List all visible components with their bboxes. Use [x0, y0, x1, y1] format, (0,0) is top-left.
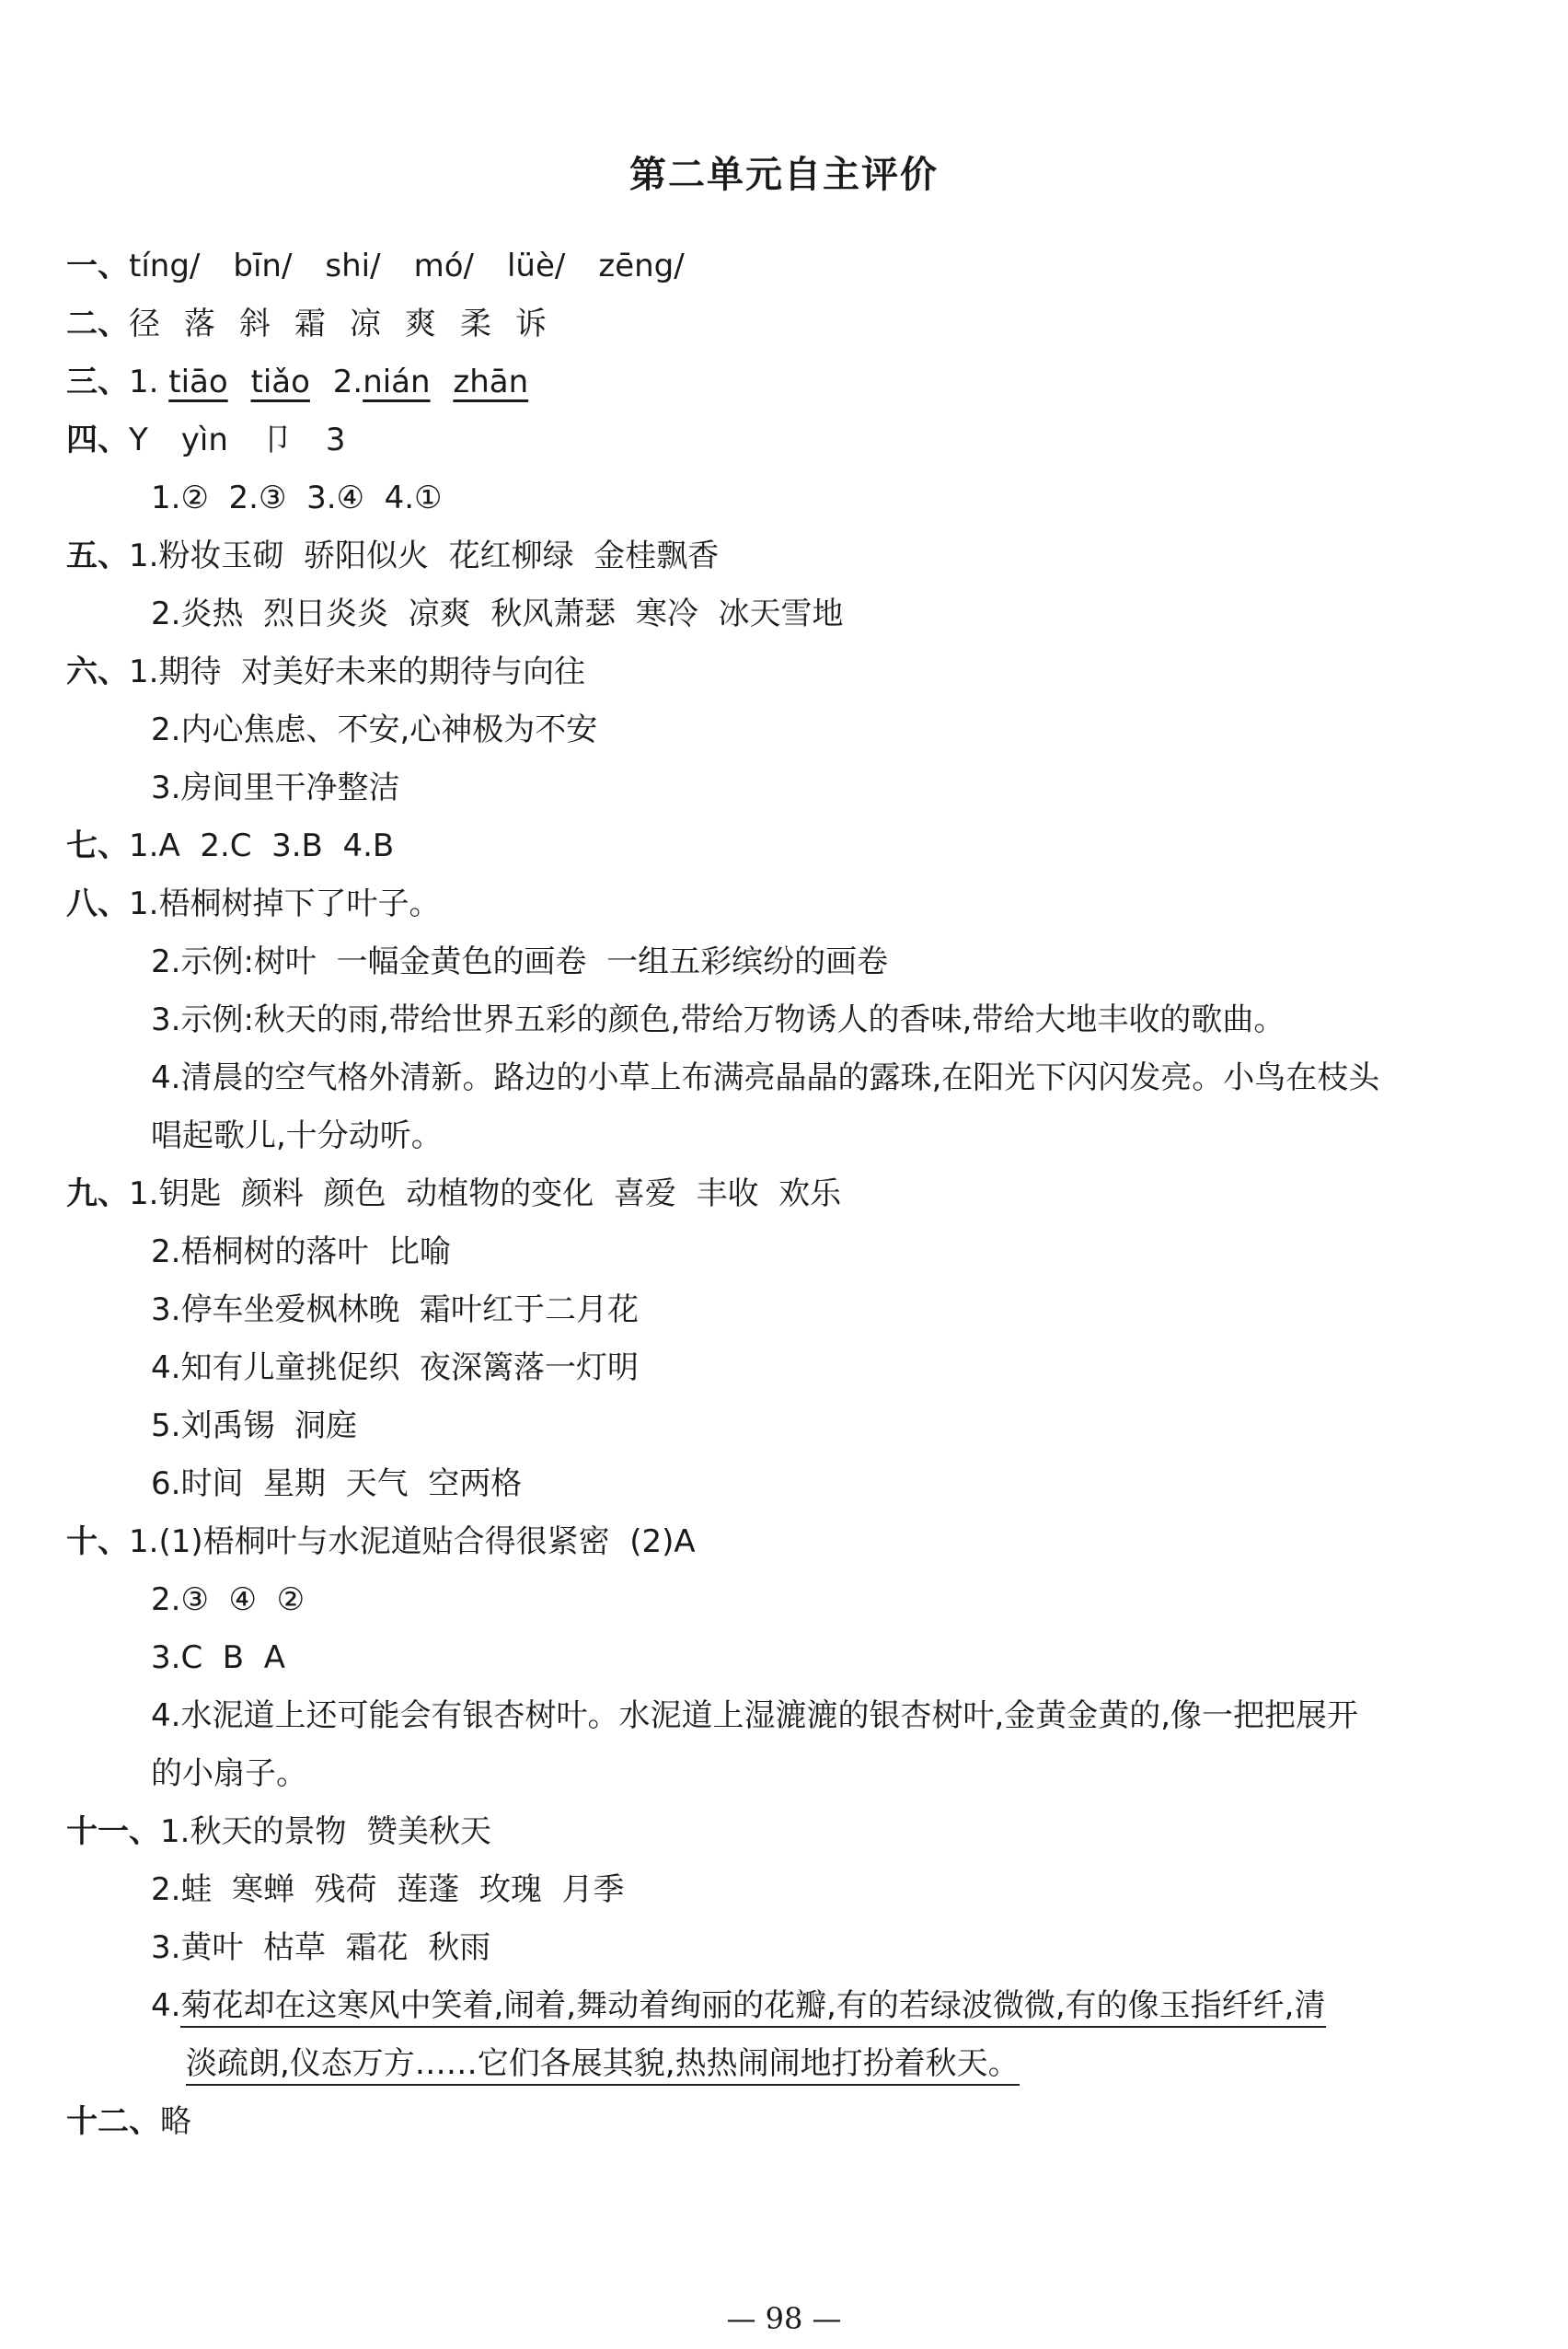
pinyin-answer: zēng/ [598, 248, 685, 284]
section-number: 五、 [66, 538, 129, 574]
section-number: 十、 [66, 1523, 129, 1560]
answer-list [66, 237, 1511, 2151]
pinyin-answer: zhān [453, 364, 529, 400]
pinyin-answer: nián [363, 364, 431, 400]
page-title: 第二单元自主评价 [629, 154, 939, 196]
answer-text: 1.钥匙 颜料 颜色 动植物的变化 喜爱 丰收 欢乐 [129, 1175, 842, 1212]
section-number: 九、 [66, 1175, 129, 1212]
answer-text: 1.梧桐树掉下了叶子。 [129, 885, 441, 922]
section-number: 十二、 [66, 2103, 160, 2140]
answer-line: 3.房间里干净整洁 [151, 770, 400, 806]
answer-line: 1.② 2.③ 3.④ 4.① [151, 480, 443, 516]
answer-line: 4.水泥道上还可能会有银杏树叶。水泥道上湿漉漉的银杏树叶,金黄金黄的,像一把把展开 [151, 1697, 1359, 1734]
character-answer: 柔 [460, 306, 491, 342]
page-number: — 98 — [726, 2301, 842, 2336]
section-9 [66, 1165, 1511, 1223]
answer-text: 1.秋天的景物 赞美秋天 [160, 1813, 492, 1850]
answer-line: 4.知有儿童挑促织 夜深篱落一灯明 [151, 1349, 640, 1386]
answer-line: 3.示例:秋天的雨,带给世界五彩的颜色,带给万物诱人的香味,带给大地丰收的歌曲。 [151, 1001, 1286, 1038]
character-answer: 径 [129, 306, 160, 342]
answer-text: 略 [160, 2103, 191, 2140]
answer-item: Y [129, 422, 148, 458]
section-2 [66, 295, 1511, 353]
answer-line: 2.梧桐树的落叶 比喻 [151, 1233, 452, 1270]
section-number: 六、 [66, 654, 129, 690]
character-answer: 凉 [350, 306, 381, 342]
answer-line: 2.蛙 寒蝉 残荷 莲蓬 玫瑰 月季 [151, 1871, 625, 1908]
underlined-answer: 菊花却在这寒风中笑着,闹着,舞动着绚丽的花瓣,有的若绿波微微,有的像玉指纤纤,清 [180, 1987, 1325, 2028]
answer-line: 3.停车坐爱枫林晚 霜叶红于二月花 [151, 1291, 640, 1328]
pinyin-answer: lüè/ [506, 248, 566, 284]
answer-line: 2.内心焦虑、不安,心神极为不安 [151, 712, 598, 748]
answer-line: 2.炎热 烈日炎炎 凉爽 秋风萧瑟 寒冷 冰天雪地 [151, 596, 844, 632]
pinyin-answer: tiǎo [250, 364, 310, 400]
answer-item: yìn [180, 422, 228, 458]
answer-line: 2.示例:树叶 一幅金黄色的画卷 一组五彩缤纷的画卷 [151, 943, 889, 980]
item-number: 2. [332, 364, 363, 400]
section-number: 四、 [66, 422, 129, 458]
section-number: 一、 [66, 248, 129, 284]
answer-line-continued: 的小扇子。 [151, 1755, 307, 1792]
underlined-answer: 淡疏朗,仪态万方……它们各展其貌,热热闹闹地打扮着秋天。 [186, 2045, 1020, 2086]
item-number: 1. [129, 364, 159, 400]
section-number: 七、 [66, 827, 129, 864]
character-answer: 斜 [239, 306, 271, 342]
section-number: 八、 [66, 885, 129, 922]
section-6 [66, 643, 1511, 701]
section-1 [66, 237, 1511, 295]
answer-line: 6.时间 星期 天气 空两格 [151, 1465, 523, 1502]
section-10 [66, 1513, 1511, 1571]
pinyin-answer: bīn/ [233, 248, 293, 284]
section-5 [66, 527, 1511, 585]
section-8 [66, 875, 1511, 933]
pinyin-answer: shi/ [325, 248, 381, 284]
section-number: 二、 [66, 306, 129, 342]
answer-text: 1.粉妆玉砌 骄阳似火 花红柳绿 金桂飘香 [129, 538, 720, 574]
answer-item: 卩 [260, 422, 293, 458]
answer-item: 3 [325, 422, 346, 458]
section-7 [66, 817, 1511, 875]
answer-line: 4.清晨的空气格外清新。路边的小草上布满亮晶晶的露珠,在阳光下闪闪发亮。小鸟在枝头 [151, 1059, 1380, 1096]
item-number: 4. [151, 1987, 181, 2024]
section-number: 十一、 [66, 1813, 160, 1850]
answer-line [66, 1977, 1511, 2035]
character-answer: 落 [184, 306, 215, 342]
answer-line: 3.黄叶 枯草 霜花 秋雨 [151, 1929, 491, 1966]
pinyin-answer: tiāo [168, 364, 228, 400]
answer-line: 5.刘禹锡 洞庭 [151, 1407, 358, 1444]
answer-line: 2.③ ④ ② [151, 1581, 306, 1618]
section-4 [66, 411, 1511, 469]
answer-text: 1.期待 对美好未来的期待与向往 [129, 654, 586, 690]
section-11 [66, 1803, 1511, 1861]
answer-text: 1.A 2.C 3.B 4.B [129, 827, 395, 864]
pinyin-answer: mó/ [413, 248, 474, 284]
answer-line-continued [66, 2035, 1511, 2093]
pinyin-answer: tíng/ [129, 248, 201, 284]
answer-text: 1.(1)梧桐叶与水泥道贴合得很紧密 (2)A [129, 1523, 696, 1560]
answer-line: 3.C B A [151, 1639, 285, 1676]
character-answer: 诉 [515, 306, 547, 342]
character-answer: 爽 [405, 306, 436, 342]
section-number: 三、 [66, 364, 129, 400]
section-3 [66, 353, 1511, 411]
answer-line-continued: 唱起歌儿,十分动听。 [151, 1117, 443, 1154]
section-12 [66, 2093, 1511, 2151]
character-answer: 霜 [294, 306, 326, 342]
